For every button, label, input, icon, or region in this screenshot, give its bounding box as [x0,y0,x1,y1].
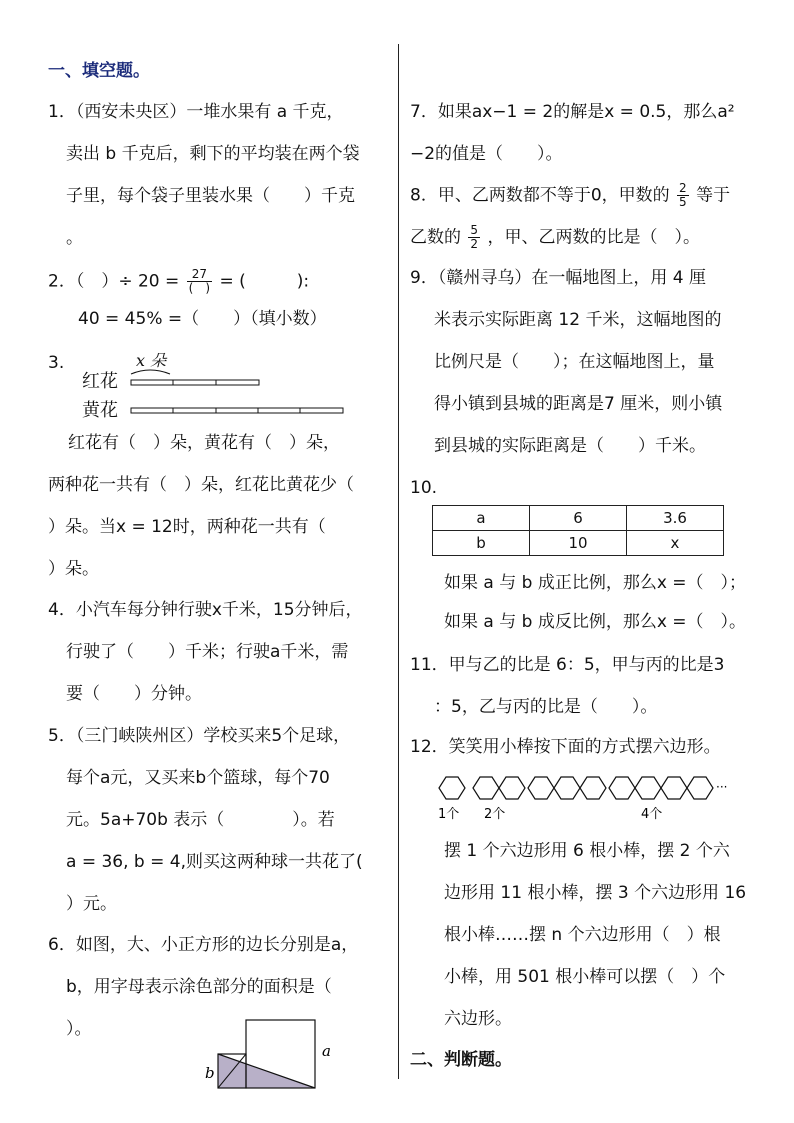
table-cell: 10 [530,531,627,556]
side-b-label: b [205,1064,215,1082]
q12-line-1: 12．笑笑用小棒按下面的方式摆六边形。 [410,737,721,757]
table-row [433,531,724,556]
q8-pre: 8．甲、乙两数都不等于0，甲数的 [410,185,670,206]
hexagon-group-1 [439,777,465,799]
q4-line-2: 行驶了（ ）千米；行驶a千米，需 [66,642,349,662]
q8-pre2: 乙数的 [410,227,461,248]
table-row [433,506,724,531]
q7-line-1: 7．如果ax−1 = 2的解是x = 0.5，那么a² [410,102,735,122]
q8-line-1 [410,182,730,209]
q12-hexagon-figure [436,774,736,826]
x-brace [131,370,170,374]
q12-line-4: 根小棒……摆 n 个六边形用（ ）根 [444,925,721,945]
q4-line-3: 要（ ）分钟。 [66,684,202,704]
q1-line-2: 卖出 b 千克后，剩下的平均装在两个袋 [66,144,360,164]
q8-post: 等于 [696,185,731,206]
q5-line-4: a = 36, b = 4,则买这两种球一共花了( [66,852,363,872]
side-a-label: a [322,1042,331,1060]
q9-line-5: 到县城的实际距离是（ ）千米。 [434,436,706,456]
table-cell: 6 [530,506,627,531]
q10-line-2: 如果 a 与 b 成反比例，那么x =（ ）。 [444,612,747,632]
q3-number: 3. [48,353,65,373]
q2-pre: 2．（ ）÷ 20 = [48,271,180,292]
q6-squares-figure [198,1016,358,1096]
q2-line-2: 40 = 45% =（ ）（填小数） [78,309,327,329]
q10-number: 10. [410,478,438,498]
continuation-dots: ··· [716,780,728,794]
q9-line-1: 9．（赣州寻乌）在一幅地图上，用 4 厘 [410,268,706,288]
q8-fraction-2 [468,224,480,251]
hex-label-4: 4个 [641,807,663,822]
q3-line-4: ）朵。 [48,559,99,579]
q2-line-1 [48,268,309,295]
q3-line-3: ）朵。当x = 12时，两种花一共有（ [48,517,326,537]
q8-frac1-num: 2 [679,181,687,195]
q1-line-3: 子里，每个袋子里装水果（ ）千克 [66,186,355,206]
q12-line-5: 小棒，用 501 根小棒可以摆（ ）个 [444,967,726,987]
q3-line-1: 红花有（ ）朵，黄花有（ ）朵， [68,433,340,453]
q2-frac-num: 27 [187,268,212,282]
q3-red-label: 红花 [82,371,118,392]
q11-line-1: 11．甲与乙的比是 6：5，甲与丙的比是3 [410,655,725,675]
q8-frac2-num: 5 [470,223,479,237]
q10-table [432,505,724,556]
q8-line-2 [410,224,700,251]
section-title-fill-blank: 一、填空题。 [48,61,150,81]
q11-line-2: ：5，乙与丙的比是（ ）。 [434,697,658,717]
q3-yellow-label: 黄花 [82,400,118,421]
q3-segment-diagram [128,362,348,418]
q5-line-5: ）元。 [66,894,117,914]
q10-line-1: 如果 a 与 b 成正比例，那么x =（ ）； [444,573,747,593]
q1-line-1: 1．（西安未央区）一堆水果有 a 千克， [48,102,344,122]
table-cell: x [627,531,724,556]
q2-post: = ( ): [219,271,310,292]
q6-line-2: b，用字母表示涂色部分的面积是（ [66,977,332,997]
q8-frac1-den: 5 [679,195,687,209]
q2-frac-den: ( ) [188,281,211,295]
q1-line-4: 。 [66,228,83,248]
table-cell: a [433,506,530,531]
section-title-true-false: 二、判断题。 [410,1050,512,1070]
q12-line-6: 六边形。 [444,1009,512,1029]
q5-line-1: 5．（三门峡陕州区）学校买来5个足球， [48,726,351,746]
q9-line-3: 比例尺是（ ）；在这幅地图上，量 [434,352,715,372]
q5-line-2: 每个a元，又买来b个篮球，每个70 [66,768,330,788]
q8-post2: ，甲、乙两数的比是（ ）。 [487,227,700,248]
q3-line-2: 两种花一共有（ ）朵，红花比黄花少（ [48,475,354,495]
q9-line-2: 米表示实际距离 12 千米，这幅地图的 [434,310,722,330]
q6-line-1: 6．如图，大、小正方形的边长分别是a， [48,935,359,955]
q5-line-3: 元。5a+70b 表示（ ）。若 [66,810,335,830]
table-cell: 3.6 [627,506,724,531]
q7-line-2: −2的值是（ ）。 [410,144,563,164]
hex-label-1: 1个 [438,807,460,822]
q6-line-3: ）。 [66,1019,92,1039]
table-cell: b [433,531,530,556]
q8-fraction-1 [677,182,689,209]
q8-frac2-den: 2 [470,237,479,251]
q4-line-1: 4．小汽车每分钟行驶x千米，15分钟后， [48,600,363,620]
q9-line-4: 得小镇到县城的距离是7 厘米，则小镇 [434,394,723,414]
hex-label-2: 2个 [484,807,506,822]
column-divider [398,44,399,1079]
yellow-bar [131,408,343,413]
q2-fraction [187,268,212,295]
red-bar [131,380,259,385]
q12-line-2: 摆 1 个六边形用 6 根小棒，摆 2 个六 [444,841,730,861]
q12-line-3: 边形用 11 根小棒，摆 3 个六边形用 16 [444,883,747,903]
q3-x-label: x 朵 [136,351,167,370]
